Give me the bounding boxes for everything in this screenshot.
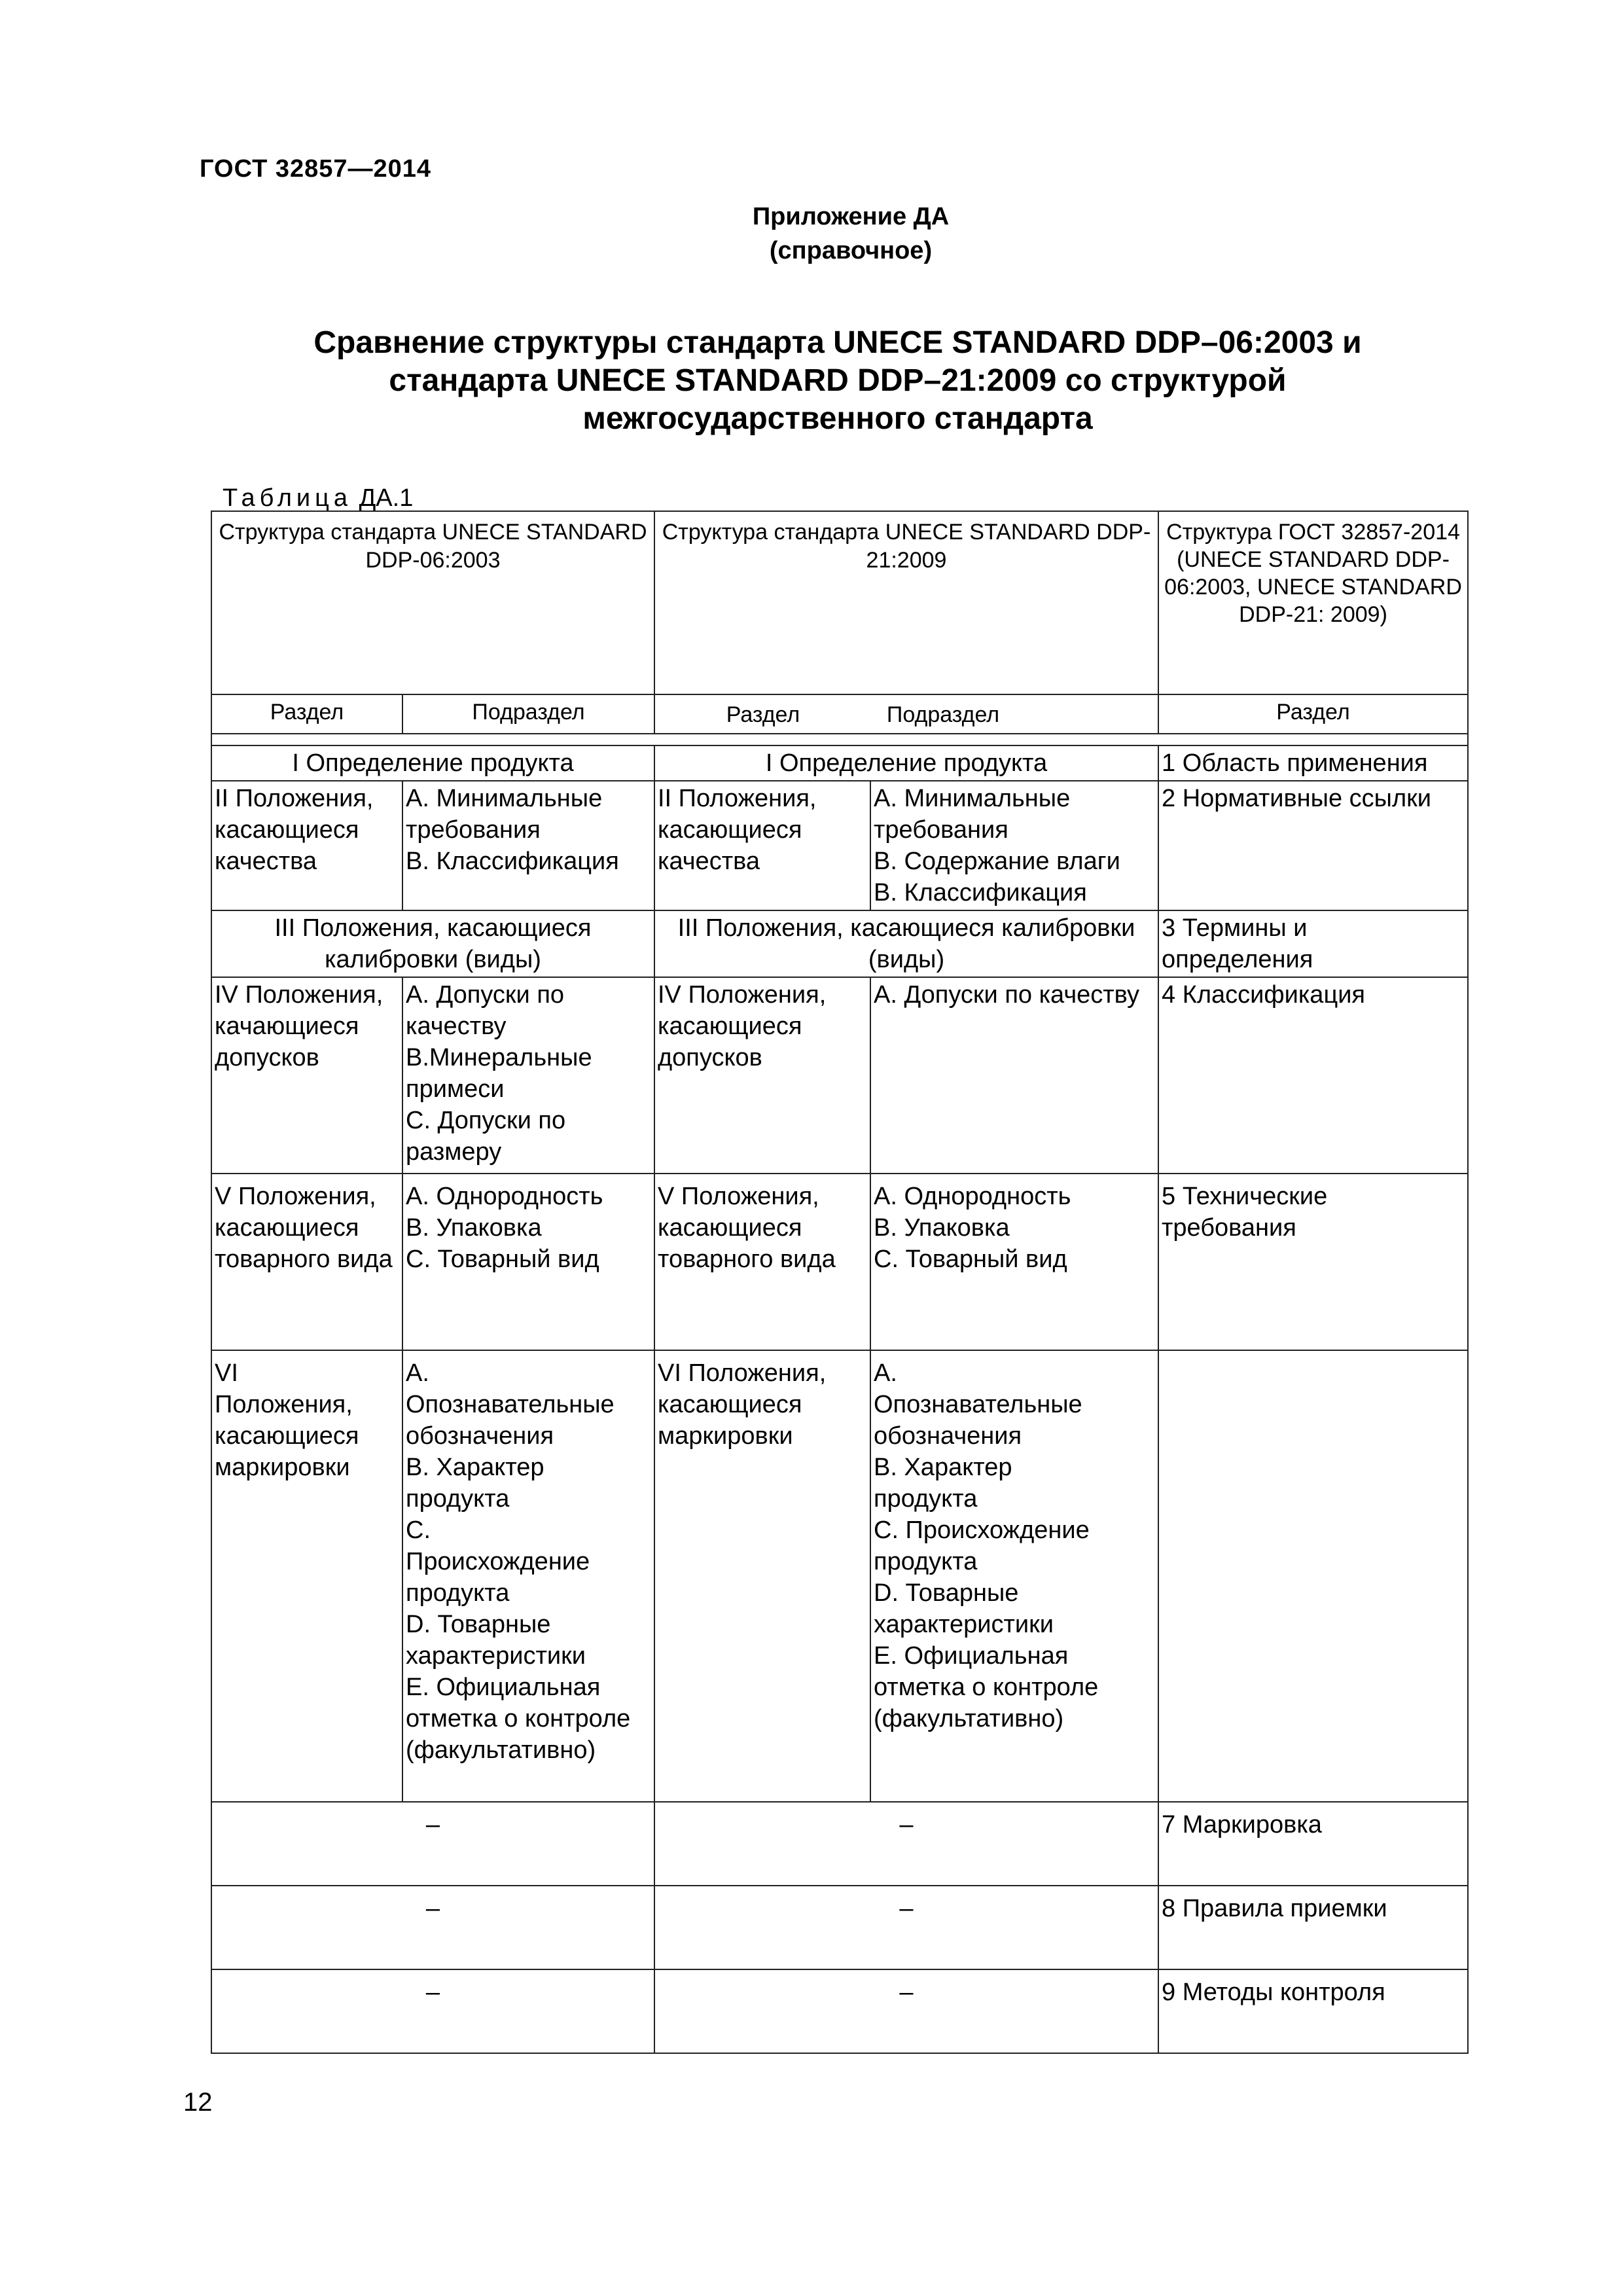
subheader-section: Раздел bbox=[726, 702, 800, 727]
table-row bbox=[211, 977, 1468, 1174]
table-row bbox=[211, 1350, 1468, 1802]
cell-ddp06-section: IV Положения, качающиеся допусков bbox=[211, 977, 402, 1174]
title-line-2: стандарта UNECE STANDARD DDP–21:2009 со структурой bbox=[389, 363, 1287, 398]
table-row bbox=[211, 1174, 1468, 1350]
subheader-section: Раздел bbox=[211, 694, 402, 734]
cell-ddp06-subsection: A. Однородность B. Упаковка C. Товарный вид bbox=[402, 1174, 654, 1350]
table-caption-prefix: Таблица bbox=[223, 484, 352, 512]
cell-ddp06-subsection: A. Минимальные требования B. Классификация bbox=[402, 781, 654, 910]
table-row bbox=[211, 745, 1468, 781]
subheader-subsection: Подраздел bbox=[886, 702, 1000, 727]
subheader-section: Раздел bbox=[1158, 694, 1468, 734]
cell-ddp21: III Положения, касающиеся калибровки (виды) bbox=[654, 910, 1158, 977]
cell-ddp21-subsection: А. Допуски по качеству bbox=[870, 977, 1158, 1174]
cell-ddp06-section: VI Положения, касающиеся маркировки bbox=[211, 1350, 402, 1802]
cell-ddp21-subsection: А. Опознавательные обозначения B. Характер продукта C. Происхождение продукта D. Товарные характеристики E. Официальная отметка о контроле (факультативно) bbox=[870, 1350, 1158, 1802]
cell-gost bbox=[1158, 1350, 1468, 1802]
cell-ddp06: I Определение продукта bbox=[211, 745, 654, 781]
cell-ddp21-section: VI Положения, касающиеся маркировки bbox=[654, 1350, 870, 1802]
table-gap bbox=[211, 734, 1468, 745]
cell-ddp21-subsection: A. Однородность B. Упаковка C. Товарный вид bbox=[870, 1174, 1158, 1350]
cell-ddp06-subsection: А. Допуски по качеству В.Минеральные примеси С. Допуски по размеру bbox=[402, 977, 654, 1174]
cell-ddp21-section: V Положения, касающиеся товарного вида bbox=[654, 1174, 870, 1350]
cell-ddp21-section: II Положения, касающиеся качества bbox=[654, 781, 870, 910]
cell-ddp06: – bbox=[211, 1802, 654, 1886]
title-line-1: Сравнение структуры стандарта UNECE STANDARD DDP–06:2003 и bbox=[313, 325, 1362, 360]
appendix-type: (справочное) bbox=[769, 237, 933, 264]
table-caption bbox=[223, 484, 413, 512]
cell-ddp06: III Положения, касающиеся калибровки (виды) bbox=[211, 910, 654, 977]
appendix-label: Приложение ДА bbox=[752, 203, 950, 230]
title-line-3: межгосударственного стандарта bbox=[582, 401, 1093, 436]
cell-gost: 2 Нормативные ссылки bbox=[1158, 781, 1468, 910]
cell-ddp06: – bbox=[211, 1969, 654, 2053]
cell-ddp21: I Определение продукта bbox=[654, 745, 1158, 781]
cell-gost: 4 Классификация bbox=[1158, 977, 1468, 1174]
table-header-row bbox=[211, 511, 1468, 694]
cell-ddp06-section: V Положения, касающиеся товарного вида bbox=[211, 1174, 402, 1350]
header-col-ddp21: Структура стандарта UNECE STANDARD DDP-21:2009 bbox=[654, 511, 1158, 694]
cell-ddp21: – bbox=[654, 1886, 1158, 1969]
table-caption-number: ДА.1 bbox=[359, 484, 414, 512]
cell-ddp21-section: IV Положения, касающиеся допусков bbox=[654, 977, 870, 1174]
document-code: ГОСТ 32857—2014 bbox=[200, 155, 432, 183]
header-col-ddp06: Структура стандарта UNECE STANDARD DDP-06:2003 bbox=[211, 511, 654, 694]
table-row bbox=[211, 781, 1468, 910]
table-row bbox=[211, 1802, 1468, 1886]
table-subheader-row bbox=[211, 694, 1468, 734]
appendix-heading bbox=[654, 200, 1047, 268]
cell-ddp21-subsection: A. Минимальные требования B. Содержание влаги B. Классификация bbox=[870, 781, 1158, 910]
header-col-gost: Структура ГОСТ 32857-2014 (UNECE STANDARD DDP-06:2003, UNECE STANDARD DDP-21: 2009) bbox=[1158, 511, 1468, 694]
cell-ddp21: – bbox=[654, 1969, 1158, 2053]
cell-ddp06-subsection: А. Опознавательные обозначения B. Характер продукта C. Происхождение продукта D. Товарные характеристики E. Официальная отметка о контроле (факультативно) bbox=[402, 1350, 654, 1802]
table-row bbox=[211, 1886, 1468, 1969]
subheader-subsection: Подраздел bbox=[402, 694, 654, 734]
cell-ddp21: – bbox=[654, 1802, 1158, 1886]
page-number: 12 bbox=[183, 2088, 213, 2117]
table-row bbox=[211, 910, 1468, 977]
cell-ddp06-section: II Положения, касающиеся качества bbox=[211, 781, 402, 910]
cell-gost: 9 Методы контроля bbox=[1158, 1969, 1468, 2053]
page-title bbox=[216, 324, 1459, 438]
table-row bbox=[211, 1969, 1468, 2053]
comparison-table bbox=[211, 511, 1469, 2054]
cell-gost: 3 Термины и определения bbox=[1158, 910, 1468, 977]
cell-gost: 1 Область применения bbox=[1158, 745, 1468, 781]
cell-gost: 8 Правила приемки bbox=[1158, 1886, 1468, 1969]
cell-gost: 5 Технические требования bbox=[1158, 1174, 1468, 1350]
cell-ddp06: – bbox=[211, 1886, 654, 1969]
subheader-ddp21 bbox=[654, 694, 1158, 734]
cell-gost: 7 Маркировка bbox=[1158, 1802, 1468, 1886]
